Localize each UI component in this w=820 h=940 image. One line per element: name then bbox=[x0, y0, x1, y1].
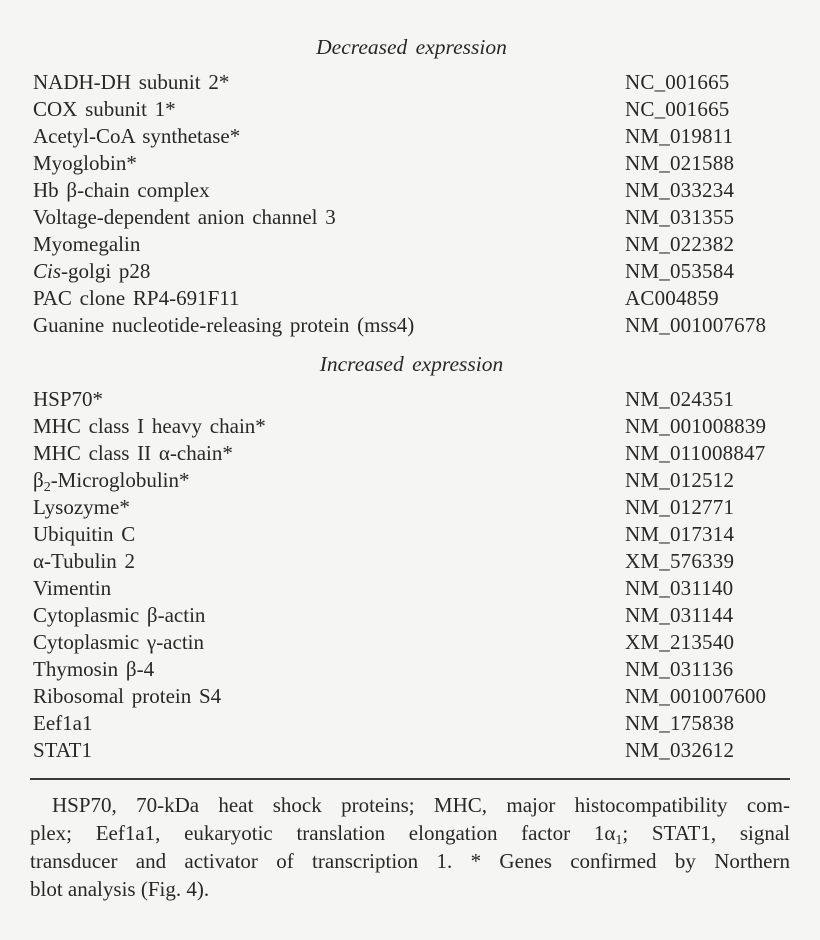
accession-number: NM_019811 bbox=[625, 124, 734, 148]
gene-name: STAT1 bbox=[33, 738, 92, 762]
table-row bbox=[33, 312, 790, 339]
accession-number: NM_001008839 bbox=[625, 414, 767, 438]
table-row bbox=[33, 386, 790, 413]
gene-name: Cytoplasmic γ-actin bbox=[33, 630, 204, 654]
table-row bbox=[33, 231, 790, 258]
table-row bbox=[33, 683, 790, 710]
gene-name: Voltage-dependent anion channel 3 bbox=[33, 205, 336, 229]
table-row bbox=[33, 575, 790, 602]
section-header-increased: Increased expression bbox=[319, 352, 504, 376]
table-row bbox=[33, 69, 790, 96]
gene-name: Vimentin bbox=[33, 576, 112, 600]
gene-name bbox=[33, 467, 625, 494]
table-row bbox=[33, 656, 790, 683]
table-row bbox=[33, 737, 790, 764]
gene-name: Ribosomal protein S4 bbox=[33, 684, 222, 708]
table-row bbox=[33, 494, 790, 521]
table-row bbox=[33, 150, 790, 177]
footnote-line bbox=[30, 819, 790, 847]
table-row bbox=[33, 204, 790, 231]
gene-name-italic-part: Cis bbox=[33, 259, 62, 283]
footnote-subscript: 1 bbox=[615, 833, 623, 848]
section-header-decreased: Decreased expression bbox=[316, 35, 507, 59]
accession-number: XM_213540 bbox=[625, 630, 735, 654]
gene-name: Cytoplasmic β-actin bbox=[33, 603, 206, 627]
gene-name: Hb β-chain complex bbox=[33, 178, 210, 202]
gene-name: Thymosin β-4 bbox=[33, 657, 155, 681]
gene-name: α-Tubulin 2 bbox=[33, 549, 136, 573]
table-bottom-rule bbox=[30, 778, 790, 780]
accession-number: NM_031140 bbox=[625, 576, 734, 600]
table-row bbox=[33, 521, 790, 548]
footnote-line2-post: ; STAT1, signal bbox=[622, 821, 790, 845]
gene-name: PAC clone RP4-691F11 bbox=[33, 286, 240, 310]
table-footnote bbox=[30, 791, 790, 903]
gene-name bbox=[33, 258, 625, 285]
table-row bbox=[33, 258, 790, 285]
accession-number: NM_031355 bbox=[625, 205, 735, 229]
accession-number: NM_175838 bbox=[625, 711, 735, 735]
accession-number: NM_053584 bbox=[625, 259, 735, 283]
gene-name-rest: -Microglobulin* bbox=[50, 468, 190, 492]
table-row bbox=[33, 413, 790, 440]
gene-name: Ubiquitin C bbox=[33, 522, 136, 546]
gene-name: HSP70* bbox=[33, 387, 104, 411]
gene-name: Myoglobin* bbox=[33, 151, 137, 175]
table-row bbox=[33, 548, 790, 575]
accession-number: NM_017314 bbox=[625, 522, 735, 546]
gene-name: MHC class II α-chain* bbox=[33, 441, 233, 465]
gene-name: Lysozyme* bbox=[33, 495, 130, 519]
gene-name: COX subunit 1* bbox=[33, 97, 176, 121]
table-row bbox=[33, 602, 790, 629]
accession-number: XM_576339 bbox=[625, 549, 735, 573]
accession-number: NM_001007600 bbox=[625, 684, 767, 708]
accession-number: AC004859 bbox=[625, 286, 719, 310]
table-row bbox=[33, 440, 790, 467]
gene-name: Acetyl-CoA synthetase* bbox=[33, 124, 241, 148]
table-row bbox=[33, 123, 790, 150]
gene-name-base: β bbox=[33, 468, 44, 492]
gene-name: Myomegalin bbox=[33, 232, 141, 256]
gene-name-rest: -golgi p28 bbox=[61, 259, 151, 283]
gene-name: NADH-DH subunit 2* bbox=[33, 70, 230, 94]
gene-name: Eef1a1 bbox=[33, 711, 93, 735]
footnote-line: blot analysis (Fig. 4). bbox=[30, 877, 210, 901]
footnote-line: HSP70, 70-kDa heat shock proteins; MHC, major histocompatibility com- bbox=[52, 793, 790, 817]
accession-number: NM_011008847 bbox=[625, 441, 766, 465]
accession-number: NM_031144 bbox=[625, 603, 734, 627]
accession-number: NM_012512 bbox=[625, 468, 735, 492]
accession-number: NM_031136 bbox=[625, 657, 734, 681]
footnote-line2-pre: plex; Eef1a1, eukaryotic translation elongation factor 1α bbox=[30, 821, 616, 845]
accession-number: NC_001665 bbox=[625, 97, 730, 121]
accession-number: NM_032612 bbox=[625, 738, 735, 762]
accession-number: NM_033234 bbox=[625, 178, 735, 202]
gene-name: Guanine nucleotide-releasing protein (mss4) bbox=[33, 313, 415, 337]
table-row bbox=[33, 629, 790, 656]
gene-name: MHC class I heavy chain* bbox=[33, 414, 266, 438]
table-row bbox=[33, 177, 790, 204]
table-row bbox=[33, 710, 790, 737]
table-row bbox=[33, 96, 790, 123]
accession-number: NM_022382 bbox=[625, 232, 735, 256]
accession-number: NM_024351 bbox=[625, 387, 735, 411]
table-row bbox=[33, 285, 790, 312]
table-row bbox=[33, 467, 790, 494]
accession-number: NM_021588 bbox=[625, 151, 735, 175]
accession-number: NC_001665 bbox=[625, 70, 730, 94]
accession-number: NM_012771 bbox=[625, 495, 735, 519]
gene-name-subscript: 2 bbox=[43, 480, 51, 495]
footnote-line: transducer and activator of transcription 1. * Genes confirmed by Northern bbox=[30, 849, 790, 873]
accession-number: NM_001007678 bbox=[625, 313, 767, 337]
